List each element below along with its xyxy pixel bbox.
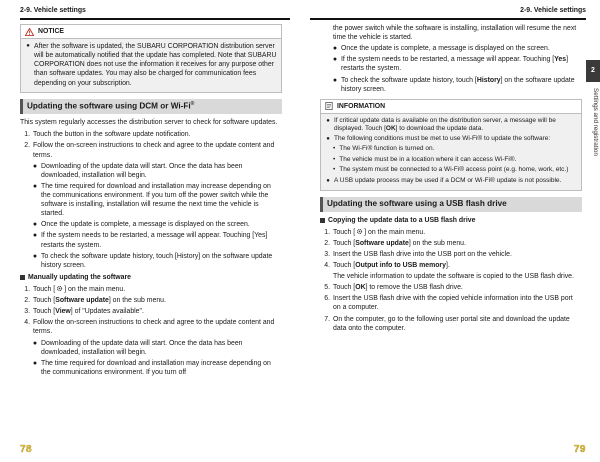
- small-bullet-icon: •: [333, 155, 336, 163]
- manual-step-2: 2. Touch [Software update] on the sub menu.: [24, 297, 166, 305]
- square-bullet-icon: [20, 275, 25, 280]
- bullet-icon: ●: [32, 252, 38, 260]
- usb-step-6: 6. Insert the USB flash drive with the copied vehicle information into the USB port on a computer.: [324, 295, 573, 312]
- dcm-bullet: ● Once the update is complete, a message is displayed on the screen.: [32, 221, 250, 229]
- gear-icon: [56, 285, 63, 292]
- section-heading-usb: Updating the software using a USB flash drive: [320, 197, 582, 212]
- bullet-icon: ●: [32, 162, 38, 170]
- bullet-icon: ●: [332, 56, 338, 64]
- right-bullet: ● Once the update is complete, a message is displayed on the screen.: [332, 45, 550, 53]
- yes-label: Yes: [554, 56, 567, 64]
- info-item: ● A USB update process may be used if a DCM or Wi-Fi® update is not possible.: [326, 176, 562, 184]
- step-text: Touch the button in the software update notification.: [33, 131, 191, 139]
- usb-step-2: 2. Touch [Software update] on the sub menu.: [324, 239, 466, 247]
- usb-copy-heading: Copying the update data to a USB flash drive: [320, 216, 582, 225]
- left-column: [20, 24, 282, 379]
- dcm-bullet: ● If the system needs to be restarted, a message will appear. Touching [Yes] restarts the system.: [32, 232, 268, 249]
- info-sub-item: • The system must be connected to a Wi-Fi® access point (e.g. home, work, etc.): [333, 166, 569, 174]
- right-header-rule: [310, 18, 586, 20]
- bullet-icon: ●: [332, 45, 338, 53]
- manual-bullet: ● The time required for download and installation may increase depending on the communications environment. If you turn off: [32, 359, 271, 376]
- right-header: 2-9. Vehicle settings: [520, 7, 586, 14]
- right-column: [320, 24, 582, 335]
- left-header: 2-9. Vehicle settings: [20, 7, 86, 14]
- right-bullet: ● If the system needs to be restarted, a message will appear. Touching [Yes] restarts the system.: [332, 56, 569, 73]
- software-update-label: Software update: [355, 239, 409, 247]
- gear-icon: [356, 228, 363, 235]
- info-item: ● The following conditions must be met to use Wi-Fi® to update the software:: [326, 135, 551, 143]
- usb-step-5: 5. Touch [OK] to remove the USB flash drive.: [324, 284, 463, 292]
- dcm-step-2: [20, 141, 282, 159]
- step-number: 2.: [24, 142, 30, 150]
- right-bullet: ● To check the software update history, touch [History] on the software update history screen.: [332, 76, 575, 93]
- information-box: [320, 99, 582, 191]
- info-item: ● If critical update data is available on the distribution server, a message will be displayed. Touch [OK] to download the update data.: [326, 116, 556, 133]
- manual-update-heading: Manually updating the software: [20, 273, 282, 282]
- bullet-icon: ●: [326, 136, 330, 143]
- view-label: View: [55, 308, 71, 316]
- notice-box: [20, 24, 282, 93]
- manual-bullet: ● Downloading of the update data will start. Once the data has been downloaded, installation will begin.: [32, 339, 243, 356]
- step-text: Follow the on-screen instructions to check and agree to the update content and terms.: [33, 142, 275, 159]
- software-update-label: Software update: [55, 297, 109, 305]
- notice-body: [21, 39, 281, 92]
- right-page-number: 79: [573, 443, 586, 455]
- chapter-tab: 2: [586, 60, 600, 82]
- section-heading-dcm: [20, 99, 282, 115]
- manual-step-3: 3. Touch [View] of "Updates available".: [24, 308, 144, 316]
- manual-step-1: 1. Touch [ ] on the main menu.: [24, 285, 126, 293]
- info-note-icon: [325, 102, 333, 110]
- bullet-icon: ●: [326, 177, 330, 184]
- notice-header: [21, 25, 281, 39]
- bullet-icon: ●: [32, 221, 38, 229]
- warning-triangle-icon: [25, 28, 34, 36]
- left-page-number: 78: [20, 443, 33, 455]
- continued-text: the power switch while the software is installing, installation will resume the next time the vehicle is started.: [333, 25, 577, 42]
- usb-step-7: 7. On the computer, go to the following user portal site and download the update data onto the computer.: [324, 315, 570, 332]
- usb-step-1: 1. Touch [ ] on the main menu.: [324, 228, 426, 236]
- info-sub-item: • The Wi-Fi® function is turned on.: [333, 145, 435, 153]
- registered-mark: ®: [190, 100, 195, 107]
- dcm-step-1: [20, 130, 282, 139]
- bullet-icon: ●: [32, 182, 38, 190]
- info-sub-item: • The vehicle must be in a location where it can access Wi-Fi®.: [333, 155, 517, 163]
- chapter-label: Settings and registration: [592, 88, 599, 156]
- notice-item: [25, 42, 277, 88]
- information-body: [321, 114, 581, 190]
- manual-step-4: 4. Follow the on-screen instructions to check and agree to the update content and terms.: [24, 319, 275, 336]
- ok-label: OK: [385, 125, 396, 133]
- bullet-icon: ●: [26, 43, 30, 50]
- bullet-icon: ●: [32, 359, 38, 367]
- output-info-label: Output info to USB memory: [355, 262, 446, 270]
- dcm-bullet: ● Downloading of the update data will start. Once the data has been downloaded, installation will begin.: [32, 162, 243, 179]
- small-bullet-icon: •: [333, 145, 336, 153]
- step-number: 1.: [24, 131, 30, 139]
- bullet-icon: ●: [326, 117, 330, 124]
- dcm-bullet: ● To check the software update history, touch [History] on the software update history screen.: [32, 252, 273, 269]
- dcm-bullet: ● The time required for download and installation may increase depending on the communications environment. If you turn off the power switch while the software is installing, installation will resume the next time the vehicle is started.: [32, 182, 271, 218]
- right-page: [300, 0, 600, 462]
- bullet-icon: ●: [32, 339, 38, 347]
- dcm-intro: This system regularly accesses the distribution server to check for software updates.: [20, 119, 278, 127]
- usb-step-4-note: The vehicle information to update the software is copied to the USB flash drive.: [333, 273, 574, 281]
- bullet-icon: ●: [332, 76, 338, 84]
- history-label: History: [476, 76, 501, 84]
- usb-step-3: 3. Insert the USB flash drive into the USB port on the vehicle.: [324, 250, 512, 258]
- left-header-rule: [20, 18, 290, 20]
- notice-text: After the software is updated, the SUBARU CORPORATION distribution server will be automatically notified that the update has completed. Note that SUBARU CORPORATION does not use the information it receives for any purpose other than software updates. You may also be charged for communication fees depending on your subscription.: [34, 43, 277, 87]
- square-bullet-icon: [320, 218, 325, 223]
- usb-step-4: 4. Touch [Output info to USB memory].: [324, 262, 450, 270]
- information-header: [321, 100, 581, 114]
- information-title: INFORMATION: [337, 102, 386, 110]
- small-bullet-icon: •: [333, 166, 336, 174]
- notice-title: NOTICE: [38, 28, 65, 35]
- bullet-icon: ●: [32, 232, 38, 240]
- section-title-dcm: Updating the software using DCM or Wi-Fi: [27, 101, 191, 111]
- ok-label: OK: [355, 284, 366, 292]
